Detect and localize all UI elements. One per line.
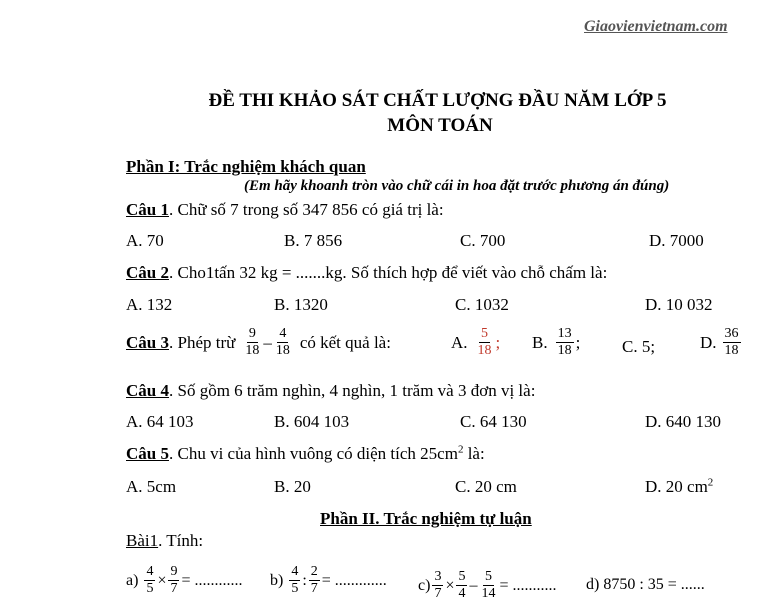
exercise-d: d) 8750 : 35 = ...... [586,576,705,593]
q1-option-d[interactable]: D. 7000 [649,231,704,250]
part1-heading: Phần I: Trắc nghiệm khách quan [126,157,366,176]
question-text-tail: là: [463,444,485,463]
site-brand: Giaovienvietnam.com [584,18,728,35]
question-label: Câu 4 [126,381,169,400]
q4-option-b[interactable]: B. 604 103 [274,412,350,431]
part2-heading: Phần II. Trắc nghiệm tự luận [320,509,532,528]
question-4 [126,381,535,401]
q2-option-b[interactable]: B. 1320 [274,295,328,314]
question-5 [126,444,485,464]
question-1 [126,200,444,220]
exercise-b: b) $\frac{4}{5}$ : $\frac{2}{7}$ = ............. [270,564,387,596]
q5-option-b[interactable]: B. 20 [274,477,311,496]
q3-option-a[interactable]: A. $\frac{5}{18}$ ; [451,326,501,358]
q1-option-a[interactable]: A. 70 [126,231,164,250]
question-label: Câu 5 [126,444,169,463]
exam-title: ĐỀ THI KHẢO SÁT CHẤT LƯỢNG ĐẦU NĂM LỚP 5 [208,90,667,111]
exercise-c: c) $\frac{3}{7}$ × $\frac{5}{4}$ – $\frac{5}{14}$ = ........... [418,569,557,601]
fraction: $\frac{4}{18}$ [275,326,290,358]
question-text: . Phép trừ [168,332,236,352]
q4-option-c[interactable]: C. 64 130 [460,412,527,431]
q3-option-b[interactable]: B. $\frac{13}{18}$ ; [532,326,581,358]
question-text: . Chữ số 7 trong số 347 856 có giá trị là: [168,200,444,219]
exercise-a: a) $\frac{4}{5}$ × $\frac{9}{7}$ = ............ [126,564,243,596]
superscript: 2 [457,443,464,456]
question-text-tail: có kết quả là: [299,332,391,352]
q4-option-a[interactable]: A. 64 103 [126,412,194,431]
q2-option-d[interactable]: D. 10 032 [645,295,713,314]
subject-title: MÔN TOÁN [387,115,493,136]
q3-option-c[interactable]: C. 5; [622,337,656,356]
q5-option-a[interactable]: A. 5cm [126,477,177,496]
q2-option-a[interactable]: A. 132 [126,295,173,314]
q5-option-c[interactable]: C. 20 cm [455,477,517,496]
q3-option-d[interactable]: D. $\frac{36}{18}$ [700,326,739,358]
part1-instruction: (Em hãy khoanh tròn vào chữ cái in hoa đặt trước phương án đúng) [244,178,670,194]
question-label: Câu 1 [126,200,169,219]
fraction: $\frac{9}{18}$ [245,326,260,358]
question-text: . Chu vi của hình vuông có diện tích 25cm [168,444,458,463]
q1-option-c[interactable]: C. 700 [460,231,506,250]
q2-option-c[interactable]: C. 1032 [455,295,509,314]
question-text: . Cho1tấn 32 kg = .......kg. Số thích hợp để viết vào chỗ chấm là: [168,263,608,282]
minus-sign: – [263,332,272,352]
question-3 [126,326,391,359]
question-2 [126,263,607,283]
q4-option-d[interactable]: D. 640 130 [645,412,722,431]
exercise-1-title: Bài1. Tính: [126,531,204,550]
question-label: Câu 3 [126,332,169,352]
question-text: . Số gồm 6 trăm nghìn, 4 nghìn, 1 trăm và 3 đơn vị là: [168,381,536,400]
question-label: Câu 2 [126,263,169,282]
q1-option-b[interactable]: B. 7 856 [284,231,343,250]
q5-option-d[interactable]: D. 20 $cm^2$ [645,476,714,496]
